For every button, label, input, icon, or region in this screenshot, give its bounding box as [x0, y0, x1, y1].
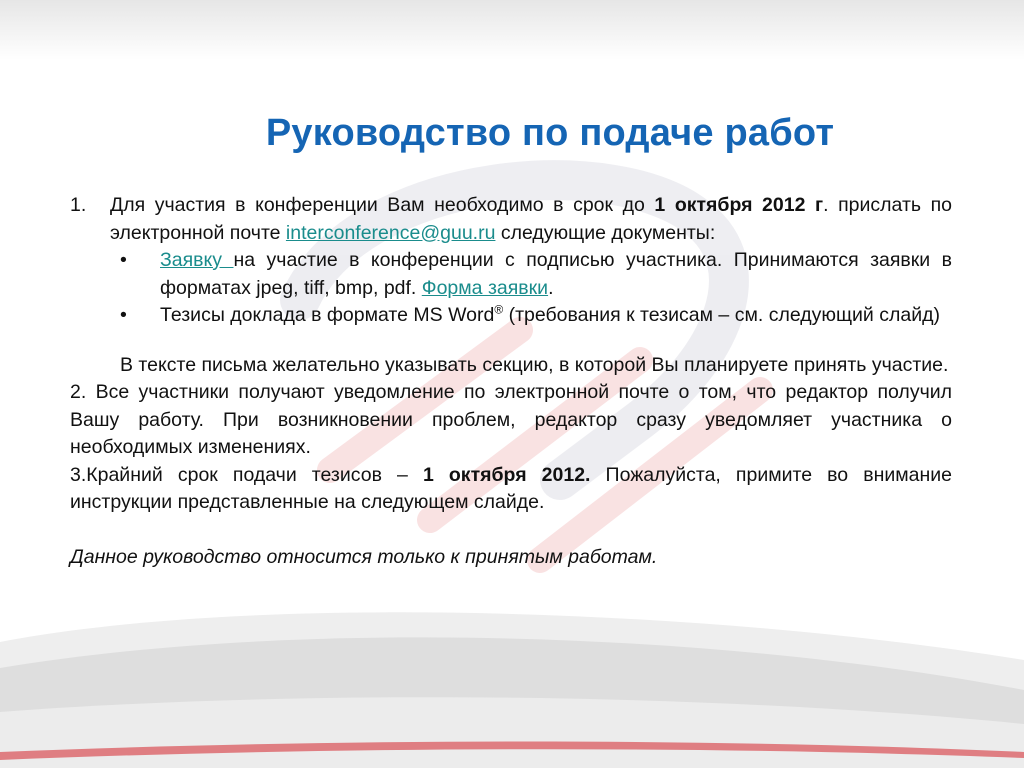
item1-text-c: следующие документы:: [495, 221, 716, 244]
bullet-marker: •: [120, 304, 127, 326]
list-item-3: [70, 462, 952, 517]
list-item-2: 2. Все участники получают уведомление по электронной почте о том, что редактор получил Вашу работу. При возникновении проблем, редактор сразу уведомляет участника о необходимых изменениях.: [70, 381, 952, 458]
slide-body: [70, 192, 952, 571]
email-note: В тексте письма желательно указывать секцию, в которой Вы планируете принять участие.: [120, 353, 949, 376]
bullet-item-abstracts: [120, 302, 952, 330]
bullet-text: Тезисы доклада в формате MS Word: [160, 304, 495, 326]
footer-note: Данное руководство относится только к принятым работам.: [70, 545, 658, 568]
requirements-list: [70, 247, 952, 330]
item1-deadline: 1 октября 2012 г: [654, 194, 824, 216]
slide-title: Руководство по подаче работ: [265, 112, 835, 154]
list-number: 1.: [70, 194, 87, 216]
bullet-text-end: .: [548, 276, 554, 299]
bullet-marker: •: [120, 249, 127, 271]
bullet-text-end: (требования к тезисам – см. следующий слайд): [503, 304, 940, 326]
item3-text-a: 3.Крайний срок подачи тезисов –: [70, 463, 423, 486]
item1-text-a: Для участия в конференции Вам необходимо в срок до: [110, 194, 655, 216]
application-form-link[interactable]: Форма заявки: [421, 276, 549, 299]
registered-mark: ®: [494, 302, 504, 317]
list-item-1: [70, 192, 952, 247]
application-link[interactable]: Заявку: [160, 249, 234, 271]
item3-deadline: 1 октября 2012.: [422, 463, 591, 486]
bullet-item-application: [120, 247, 952, 302]
item1-text-b: . прислать по электронной почте: [110, 194, 953, 244]
bullet-text: на участие в конференции с подписью участника. Принимаются заявки в форматах jpeg, tiff, bmp, pdf.: [160, 249, 952, 299]
email-link[interactable]: interconference@guu.ru: [285, 221, 496, 244]
item3-text-b: Пожалуйста, примите во внимание инструкции представленные на следующем слайде.: [70, 463, 953, 513]
